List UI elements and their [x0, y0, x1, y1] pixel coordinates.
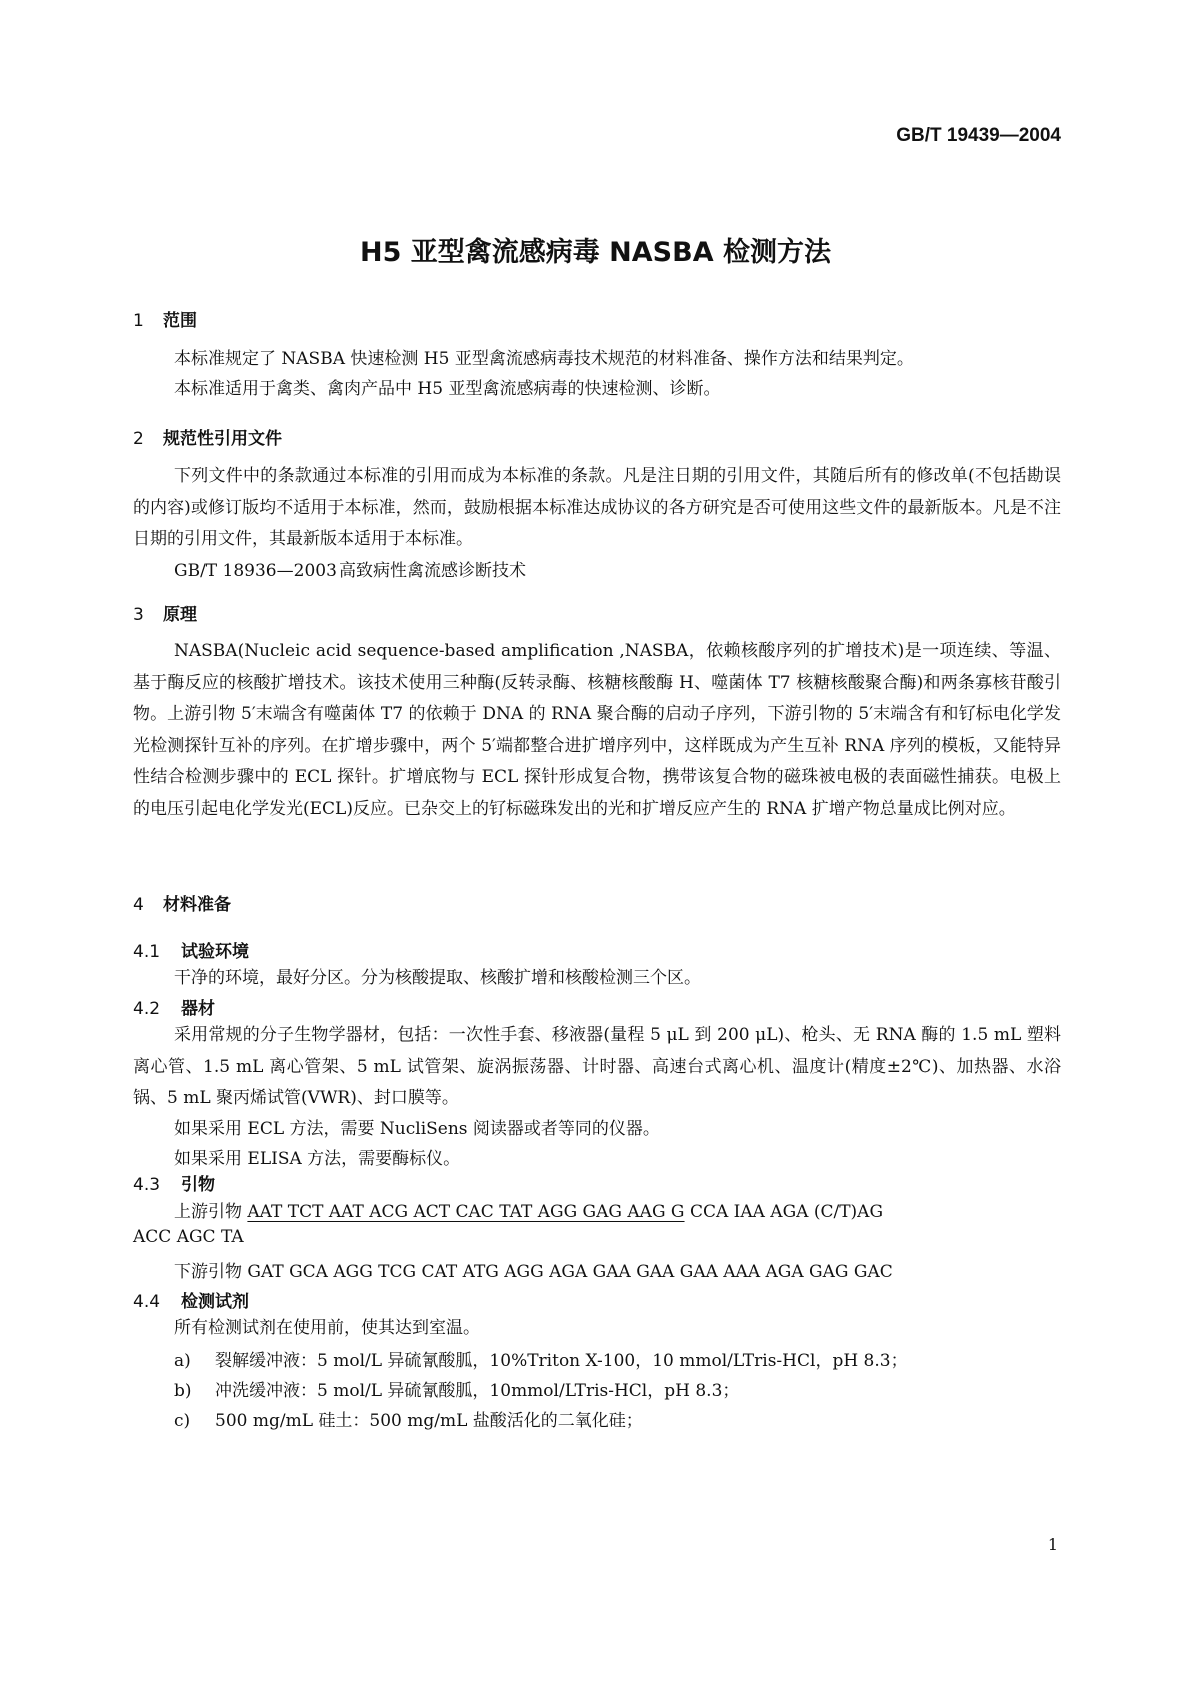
primer-sequence: GAT GCA AGG TCG CAT ATG AGG AGA GAA GAA GAA AAA AGA GAG GAC	[247, 1262, 893, 1282]
section-2-heading	[133, 424, 282, 449]
list-item-text: 裂解缓冲液：5 mol/L 异硫氰酸胍，10%Triton X-100，10 mmol/LTris-HCl，pH 8.3；	[215, 1351, 908, 1371]
downstream-primer	[174, 1257, 893, 1282]
section-4-2-paragraph-3: 如果采用 ELISA 方法，需要酶标仪。	[174, 1149, 461, 1169]
normative-reference	[174, 556, 526, 581]
section-4-1-paragraph-1: 干净的环境，最好分区。分为核酸提取、核酸扩增和核酸检测三个区。	[174, 968, 701, 988]
section-title: 材料准备	[163, 895, 231, 915]
section-number: 4	[133, 895, 144, 915]
section-title: 试验环境	[181, 942, 249, 962]
section-4-4-heading	[133, 1287, 249, 1312]
section-4-heading	[133, 890, 231, 915]
list-item	[174, 1376, 739, 1401]
section-1-heading	[133, 306, 197, 331]
list-item	[174, 1406, 643, 1431]
section-number: 2	[133, 429, 144, 449]
reference-title: 高致病性禽流感诊断技术	[339, 561, 526, 581]
section-number: 4.2	[133, 999, 161, 1019]
primer-label: 上游引物	[174, 1202, 242, 1222]
section-title: 原理	[163, 605, 197, 625]
section-number: 4.4	[133, 1292, 161, 1312]
primer-sequence-rest: CCA IAA AGA (C/T)AG	[689, 1202, 884, 1222]
reference-code: GB/T 18936—2003	[174, 561, 337, 581]
section-2-paragraph-1: 下列文件中的条款通过本标准的引用而成为本标准的条款。凡是注日期的引用文件，其随后所有的修改单(不包括勘误的内容)或修订版均不适用于本标准，然而，鼓励根据本标准达成协议的各方研究是否可使用这些文件的最新版本。凡是不注日期的引用文件，其最新版本适用于本标准。	[133, 466, 1061, 549]
primer-sequence-underlined: AAT TCT AAT ACG ACT CAC TAT AGG GAG AAG G	[247, 1202, 685, 1222]
section-number: 4.3	[133, 1175, 161, 1195]
section-4-2-heading	[133, 994, 215, 1019]
section-1-paragraph-1: 本标准规定了 NASBA 快速检测 H5 亚型禽流感病毒技术规范的材料准备、操作方法和结果判定。	[174, 349, 914, 369]
section-4-2-paragraph-2: 如果采用 ECL 方法，需要 NucliSens 阅读器或者等同的仪器。	[174, 1119, 660, 1139]
upstream-primer	[174, 1197, 883, 1222]
document-title: H5 亚型禽流感病毒 NASBA 检测方法	[360, 237, 831, 268]
section-title: 范围	[163, 311, 197, 331]
standard-code: GB/T 19439—2004	[896, 125, 1061, 146]
page-number: 1	[1047, 1535, 1058, 1554]
section-1-paragraph-2: 本标准适用于禽类、禽肉产品中 H5 亚型禽流感病毒的快速检测、诊断。	[174, 379, 721, 399]
section-title: 检测试剂	[181, 1292, 249, 1312]
list-item-text: 冲洗缓冲液：5 mol/L 异硫氰酸胍，10mmol/LTris-HCl，pH 8.3；	[215, 1381, 740, 1401]
section-3-paragraph-1: NASBA(Nucleic acid sequence-based amplification ,NASBA，依赖核酸序列的扩增技术)是一项连续、等温、基于酶反应的核酸扩增技术。该技术使用三种酶(反转录酶、核糖核酸酶 H、噬菌体 T7 核糖核酸聚合酶)和两条寡核苷酸引物。上游引物 5′末端含有噬菌体 T7 的依赖于 DNA 的 RNA 聚合酶的启动子序列，下游引物的 5′末端含有和钌标电化学发光检测探针互补的序列。在扩增步骤中，两个 5′端都整合进扩增序列中，这样既成为产生互补 RNA 序列的模板，又能特异性结合检测步骤中的 ECL 探针。扩增底物与 ECL 探针形成复合物，携带该复合物的磁珠被电极的表面磁性捕获。电极上的电压引起电化学发光(ECL)反应。已杂交上的钌标磁珠发出的光和扩增反应产生的 RNA 扩增产物总量成比例对应。	[133, 641, 1061, 819]
list-item-mark: c)	[174, 1411, 191, 1431]
upstream-primer-continuation: ACC AGC TA	[133, 1227, 244, 1247]
primer-label: 下游引物	[174, 1262, 242, 1282]
section-3-heading	[133, 600, 197, 625]
section-4-1-heading	[133, 937, 249, 962]
section-number: 1	[133, 311, 144, 331]
list-item-mark: b)	[174, 1381, 192, 1401]
section-4-4-paragraph-1: 所有检测试剂在使用前，使其达到室温。	[174, 1318, 480, 1338]
section-4-2-paragraph-1: 采用常规的分子生物学器材，包括：一次性手套、移液器(量程 5 μL 到 200 μL)、枪头、无 RNA 酶的 1.5 mL 塑料离心管、1.5 mL 离心管架、5 mL 试管架、旋涡振荡器、计时器、高速台式离心机、温度计(精度±2℃)、加热器、水浴锅、5 mL 聚丙烯试管(VWR)、封口膜等。	[133, 1025, 1061, 1108]
list-item-mark: a)	[174, 1351, 191, 1371]
section-title: 器材	[181, 999, 215, 1019]
list-item	[174, 1346, 908, 1371]
section-title: 规范性引用文件	[163, 429, 282, 449]
list-item-text: 500 mg/mL 硅土：500 mg/mL 盐酸活化的二氧化硅；	[215, 1411, 643, 1431]
section-4-3-heading	[133, 1170, 215, 1195]
section-title: 引物	[181, 1175, 215, 1195]
section-number: 4.1	[133, 942, 161, 962]
section-number: 3	[133, 605, 144, 625]
